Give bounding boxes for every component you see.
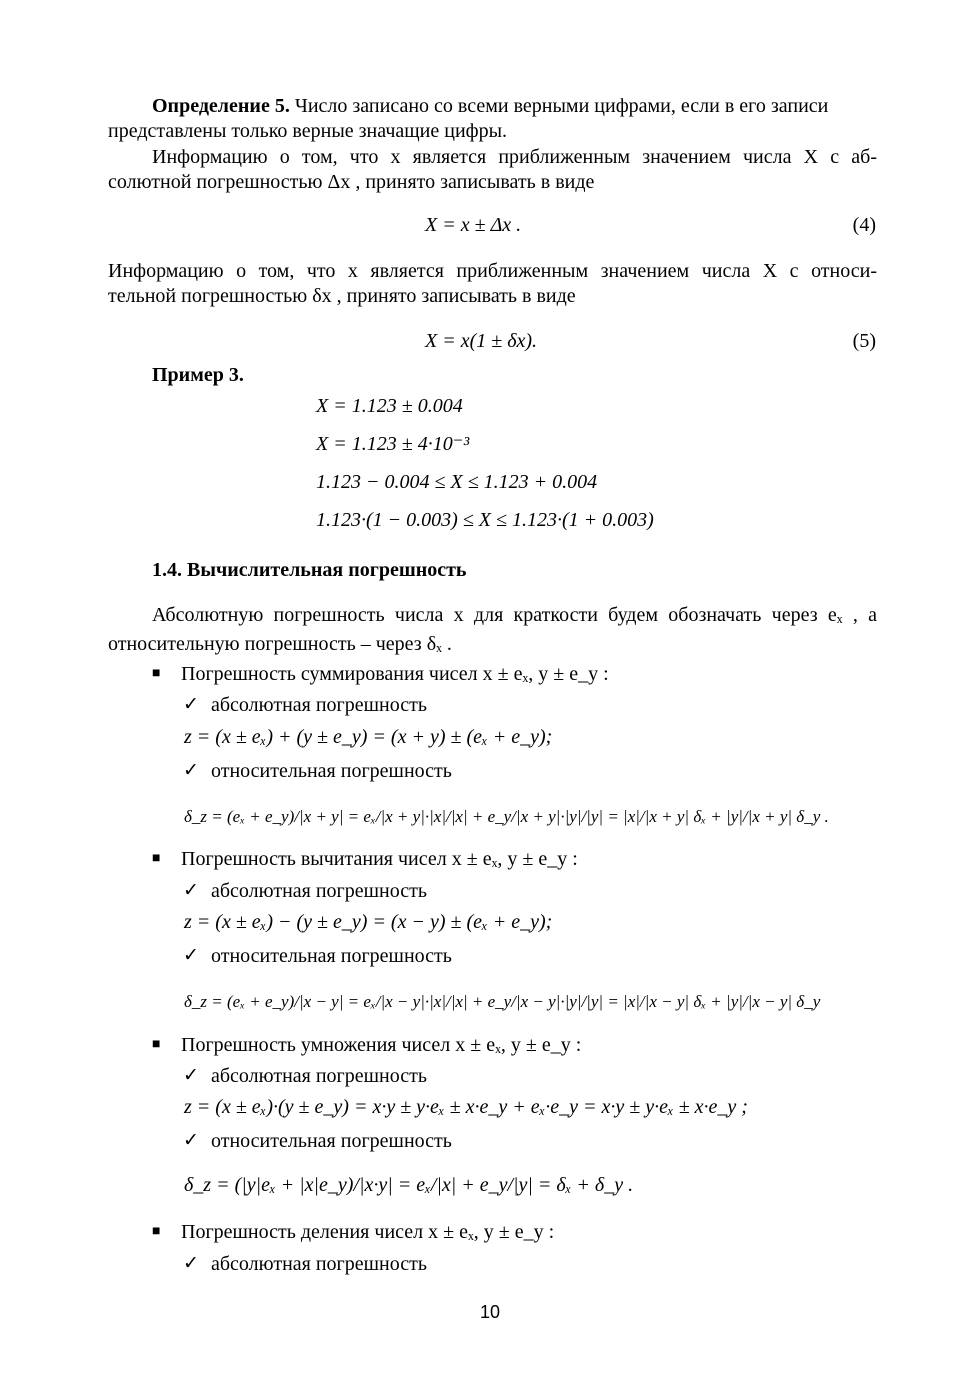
checkmark-icon: ✓ <box>183 1130 199 1151</box>
checkmark-icon: ✓ <box>183 1065 199 1086</box>
bullet-sub-title: Погрешность вычитания чисел x ± eₓ, y ± e_y : <box>181 848 578 870</box>
example-line-1: X = 1.123 ± 0.004 <box>316 395 463 417</box>
sub-rel-label: относительная погрешность <box>211 945 452 967</box>
bullet-square-icon: ■ <box>152 1224 161 1239</box>
example-3-label: Пример 3. <box>152 364 244 386</box>
sum-rel-label: относительная погрешность <box>211 760 452 782</box>
rel-info-line-1: Информацию о том, что x является приближенным значением числа X с относи- <box>108 260 877 282</box>
bullet-sum-title: Погрешность суммирования чисел x ± eₓ, y ± e_y : <box>181 663 609 685</box>
checkmark-icon: ✓ <box>183 760 199 781</box>
section-heading: 1.4. Вычислительная погрешность <box>152 559 467 581</box>
checkmark-icon: ✓ <box>183 694 199 715</box>
checkmark-icon: ✓ <box>183 945 199 966</box>
sub-abs-label: абсолютная погрешность <box>211 880 427 902</box>
mul-rel-formula: δ_z = (|y|eₓ + |x|e_y)/|x·y| = eₓ/|x| + e_y/|y| = δₓ + δ_y . <box>184 1174 634 1196</box>
bullet-square-icon: ■ <box>152 1037 161 1052</box>
sub-abs-formula: z = (x ± eₓ) − (y ± e_y) = (x − y) ± (eₓ + e_y); <box>184 911 553 933</box>
rel-info-line-2: тельной погрешностью δx , принято записывать в виде <box>108 285 576 307</box>
sum-abs-formula: z = (x ± eₓ) + (y ± e_y) = (x + y) ± (eₓ + e_y); <box>184 726 553 748</box>
sum-abs-label: абсолютная погрешность <box>211 694 427 716</box>
section-intro-2: относительную погрешность – через δₓ . <box>108 633 452 655</box>
example-line-4: 1.123·(1 − 0.003) ≤ X ≤ 1.123·(1 + 0.003) <box>316 509 654 531</box>
sum-rel-formula: δ_z = (eₓ + e_y)/|x + y| = eₓ/|x + y|·|x|/|x| + e_y/|x + y|·|y|/|y| = |x|/|x + y| δₓ + |y|/|x + y| δ_y . <box>184 807 829 826</box>
section-intro-1: Абсолютную погрешность числа x для краткости будем обозначать через eₓ , а <box>152 604 877 626</box>
sub-rel-formula: δ_z = (eₓ + e_y)/|x − y| = eₓ/|x − y|·|x|/|x| + e_y/|x − y|·|y|/|y| = |x|/|x − y| δₓ + |y|/|x − y| δ_y <box>184 992 821 1011</box>
equation-4: X = x ± Δx . <box>425 214 522 236</box>
example-line-3: 1.123 − 0.004 ≤ X ≤ 1.123 + 0.004 <box>316 471 598 493</box>
bullet-div-title: Погрешность деления чисел x ± eₓ, y ± e_y : <box>181 1221 555 1243</box>
abs-info-line-1: Информацию о том, что x является приближенным значением числа X с аб- <box>152 146 877 168</box>
bullet-square-icon: ■ <box>152 666 161 681</box>
mul-abs-formula: z = (x ± eₓ)·(y ± e_y) = x·y ± y·eₓ ± x·e_y + eₓ·e_y = x·y ± y·eₓ ± x·e_y ; <box>184 1096 748 1118</box>
equation-4-number: (4) <box>852 214 876 236</box>
checkmark-icon: ✓ <box>183 1253 199 1274</box>
example-line-2: X = 1.123 ± 4·10⁻³ <box>316 433 470 455</box>
definition-text: Число записано со всеми верными цифрами, если в его записи <box>294 95 829 117</box>
bullet-square-icon: ■ <box>152 851 161 866</box>
mul-abs-label: абсолютная погрешность <box>211 1065 427 1087</box>
definition-5 <box>152 94 828 118</box>
div-abs-label: абсолютная погрешность <box>211 1253 427 1275</box>
mul-rel-label: относительная погрешность <box>211 1130 452 1152</box>
definition-label: Определение 5. <box>152 95 290 117</box>
page-number: 10 <box>479 1302 501 1322</box>
definition-continuation: представлены только верные значащие цифры. <box>108 120 508 142</box>
abs-info-line-2: солютной погрешностью Δx , принято записывать в виде <box>108 171 595 193</box>
equation-5: X = x(1 ± δx). <box>425 330 538 352</box>
bullet-mul-title: Погрешность умножения чисел x ± eₓ, y ± e_y : <box>181 1034 582 1056</box>
checkmark-icon: ✓ <box>183 880 199 901</box>
equation-5-number: (5) <box>852 330 876 352</box>
